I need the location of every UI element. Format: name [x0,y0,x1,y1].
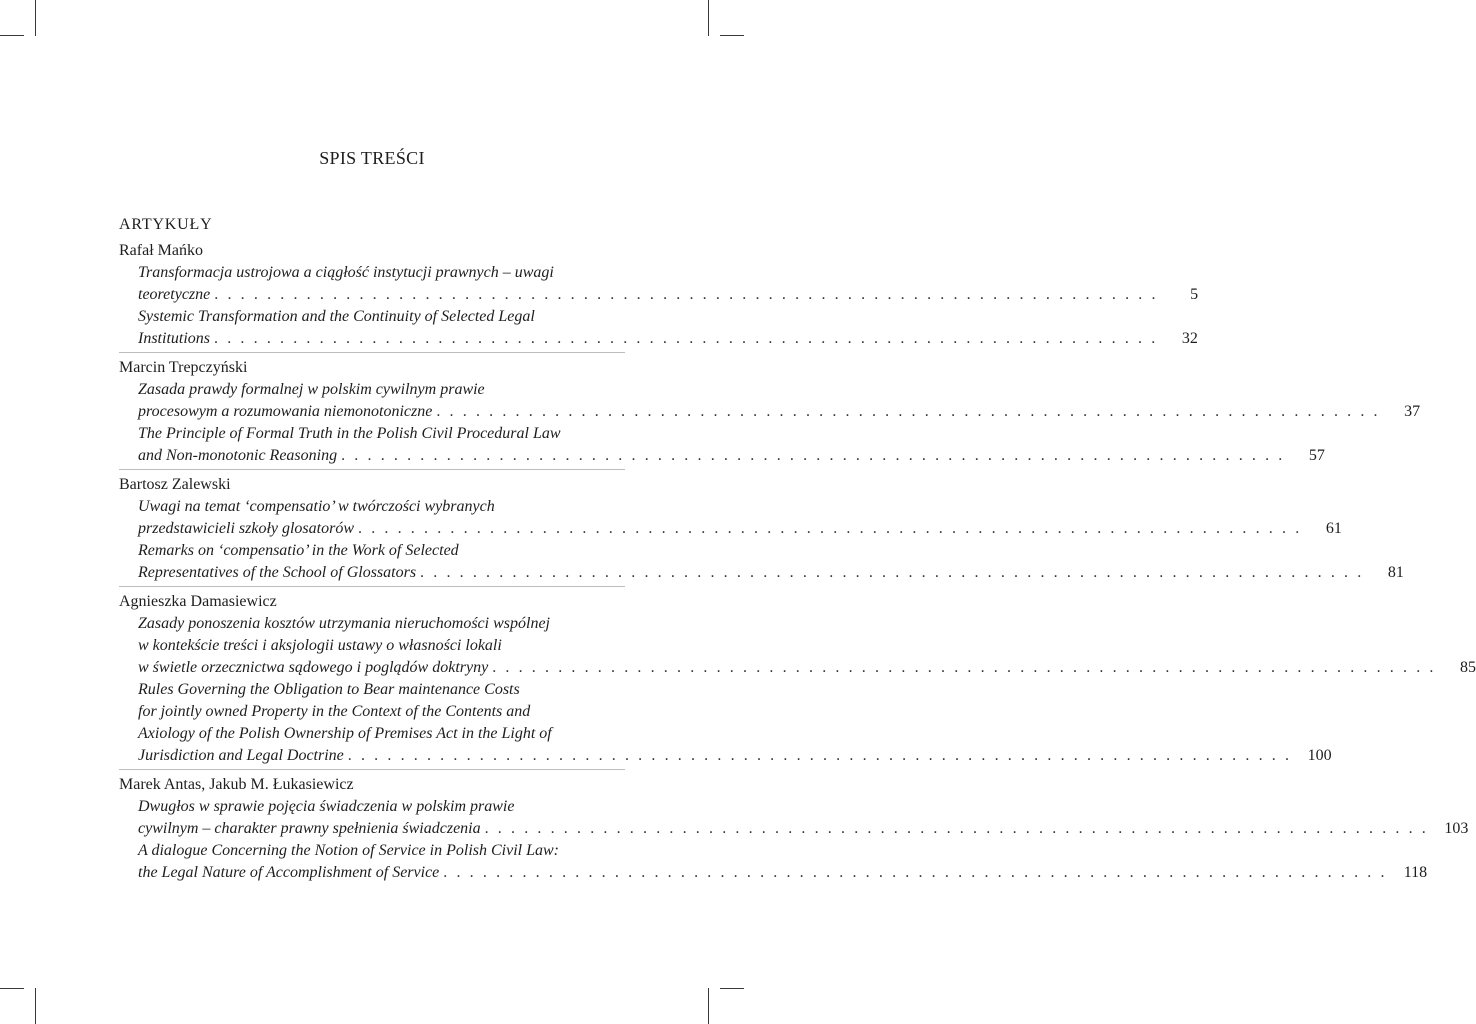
entry-work[interactable] [119,679,1332,767]
crop-mark-bottom-right [720,988,744,989]
entry-work[interactable] [119,379,1421,423]
page-number: 118 [1403,864,1428,881]
section-heading: ARTYKUŁY [119,216,213,233]
entry-separator [119,586,625,587]
work-title-last-line [138,518,1342,540]
page-number: 61 [1325,520,1342,537]
work-title-text: and Non-monotonic Reasoning [138,447,338,464]
work-title-last-line [138,562,1404,584]
work-title-line: Uwagi na temat ‘compensatio’ w twórczości wybranych [138,498,495,515]
entry-work[interactable] [119,306,1198,350]
entry-work[interactable] [119,613,1476,679]
work-title-line: Dwugłos w sprawie pojęcia świadczenia w polskim prawie [138,798,515,815]
work-title-line: Rules Governing the Obligation to Bear maintenance Costs [138,681,520,698]
crop-mark-top-right [720,35,744,36]
dot-leader: . . . . . . . . . . . . . . . . . . . . . . . . . . . . . . . . . . . . . . . . . . . . . . . . . . . . . . . . . . . . . . . . . . . . . . . . [420,564,1364,581]
entry-work[interactable] [119,796,1469,840]
entry-author: Bartosz Zalewski [119,476,231,493]
work-title-line: Systemic Transformation and the Continuity of Selected Legal [138,308,535,325]
page-number: 100 [1307,747,1332,764]
work-title-line: The Principle of Formal Truth in the Polish Civil Procedural Law [138,425,561,442]
toc-entry [119,357,1421,467]
work-title-last-line [138,818,1469,840]
work-title-line: Zasady ponoszenia kosztów utrzymania nieruchomości wspólnej [138,615,550,632]
entry-author: Rafał Mańko [119,242,203,259]
work-title-text: the Legal Nature of Accomplishment of Service [138,864,440,881]
dot-leader: . . . . . . . . . . . . . . . . . . . . . . . . . . . . . . . . . . . . . . . . . . . . . . . . . . . . . . . . . . . . . . . . . . . . . . . . [347,747,1292,764]
work-title-line: w kontekście treści i aksjologii ustawy o własności lokali [138,637,502,654]
dot-leader: . . . . . . . . . . . . . . . . . . . . . . . . . . . . . . . . . . . . . . . . . . . . . . . . . . . . . . . . . . . . . . . . . . . . . . . . [358,520,1302,537]
work-title-line: Transformacja ustrojowa a ciągłość instytucji prawnych – uwagi [138,264,554,281]
crop-mark-top-left [0,35,24,36]
entry-work[interactable] [119,540,1404,584]
work-title-last-line [138,445,1325,467]
crop-mark-bottom-right [708,988,709,1024]
work-title-text: Institutions [138,330,211,347]
page-number: 5 [1190,286,1199,303]
crop-mark-top-left [35,0,36,36]
work-title-last-line [138,657,1476,679]
toc-entry [119,240,1199,350]
dot-leader: . . . . . . . . . . . . . . . . . . . . . . . . . . . . . . . . . . . . . . . . . . . . . . . . . . . . . . . . . . . . . . . . . . . . . . . . [214,286,1159,303]
dot-leader: . . . . . . . . . . . . . . . . . . . . . . . . . . . . . . . . . . . . . . . . . . . . . . . . . . . . . . . . . . . . . . . . . . . . . . . . [214,330,1158,347]
entry-work[interactable] [119,496,1342,540]
crop-mark-bottom-left [0,988,24,989]
crop-mark-top-right [708,0,709,36]
work-title-last-line [138,401,1421,423]
work-title-last-line [138,328,1198,350]
work-title-line: for jointly owned Property in the Context of the Contents and [138,703,531,720]
work-title-last-line [138,745,1332,767]
work-title-line: Zasada prawdy formalnej w polskim cywilnym prawie [138,381,485,398]
page-number: 37 [1404,403,1421,420]
entry-work[interactable] [119,840,1428,884]
work-title-line: Remarks on ‘compensatio’ in the Work of Selected [138,542,459,559]
work-title-text: cywilnym – charakter prawny spełnienia świadczenia [138,820,481,837]
entry-author: Marcin Trepczyński [119,359,248,376]
work-title-text: teoretyczne [138,286,211,303]
work-title-line: Axiology of the Polish Ownership of Premises Act in the Light of [138,725,552,742]
page-number: 103 [1444,820,1469,837]
page-number: 32 [1181,330,1198,347]
work-title-text: Representatives of the School of Glossators [138,564,417,581]
page-number: 85 [1460,659,1476,676]
dot-leader: . . . . . . . . . . . . . . . . . . . . . . . . . . . . . . . . . . . . . . . . . . . . . . . . . . . . . . . . . . . . . . . . . . . . . . . . [484,820,1429,837]
entry-separator [119,769,625,770]
entry-separator [119,469,625,470]
work-title-last-line [138,284,1199,306]
entry-author: Agnieszka Damasiewicz [119,593,277,610]
work-title-text: przedstawicieli szkoły glosatorów [138,520,354,537]
entry-work[interactable] [119,262,1199,306]
toc-entry [119,474,1404,584]
entry-separator [119,352,625,353]
page-title: SPIS TREŚCI [319,148,425,168]
dot-leader: . . . . . . . . . . . . . . . . . . . . . . . . . . . . . . . . . . . . . . . . . . . . . . . . . . . . . . . . . . . . . . . . . . . . . . . . [443,864,1388,881]
entry-author: Marek Antas, Jakub M. Łukasiewicz [119,776,354,793]
work-title-last-line [138,862,1428,884]
work-title-text: w świetle orzecznictwa sądowego i poglądów doktryny [138,659,489,676]
toc-entry [119,774,1469,884]
dot-leader: . . . . . . . . . . . . . . . . . . . . . . . . . . . . . . . . . . . . . . . . . . . . . . . . . . . . . . . . . . . . . . . . . . . . . . . . [341,447,1285,464]
work-title-text: procesowym a rozumowania niemonotoniczne [138,403,433,420]
dot-leader: . . . . . . . . . . . . . . . . . . . . . . . . . . . . . . . . . . . . . . . . . . . . . . . . . . . . . . . . . . . . . . . . . . . . . . . . [436,403,1381,420]
table-of-contents [119,240,1476,884]
work-title-text: Jurisdiction and Legal Doctrine [138,747,344,764]
page-number: 81 [1387,564,1404,581]
page-number: 57 [1308,447,1325,464]
dot-leader: . . . . . . . . . . . . . . . . . . . . . . . . . . . . . . . . . . . . . . . . . . . . . . . . . . . . . . . . . . . . . . . . . . . . . . . . [492,659,1437,676]
toc-entry [119,591,1476,767]
work-title-line: A dialogue Concerning the Notion of Service in Polish Civil Law: [138,842,559,859]
entry-work[interactable] [119,423,1325,467]
crop-mark-bottom-left [35,988,36,1024]
